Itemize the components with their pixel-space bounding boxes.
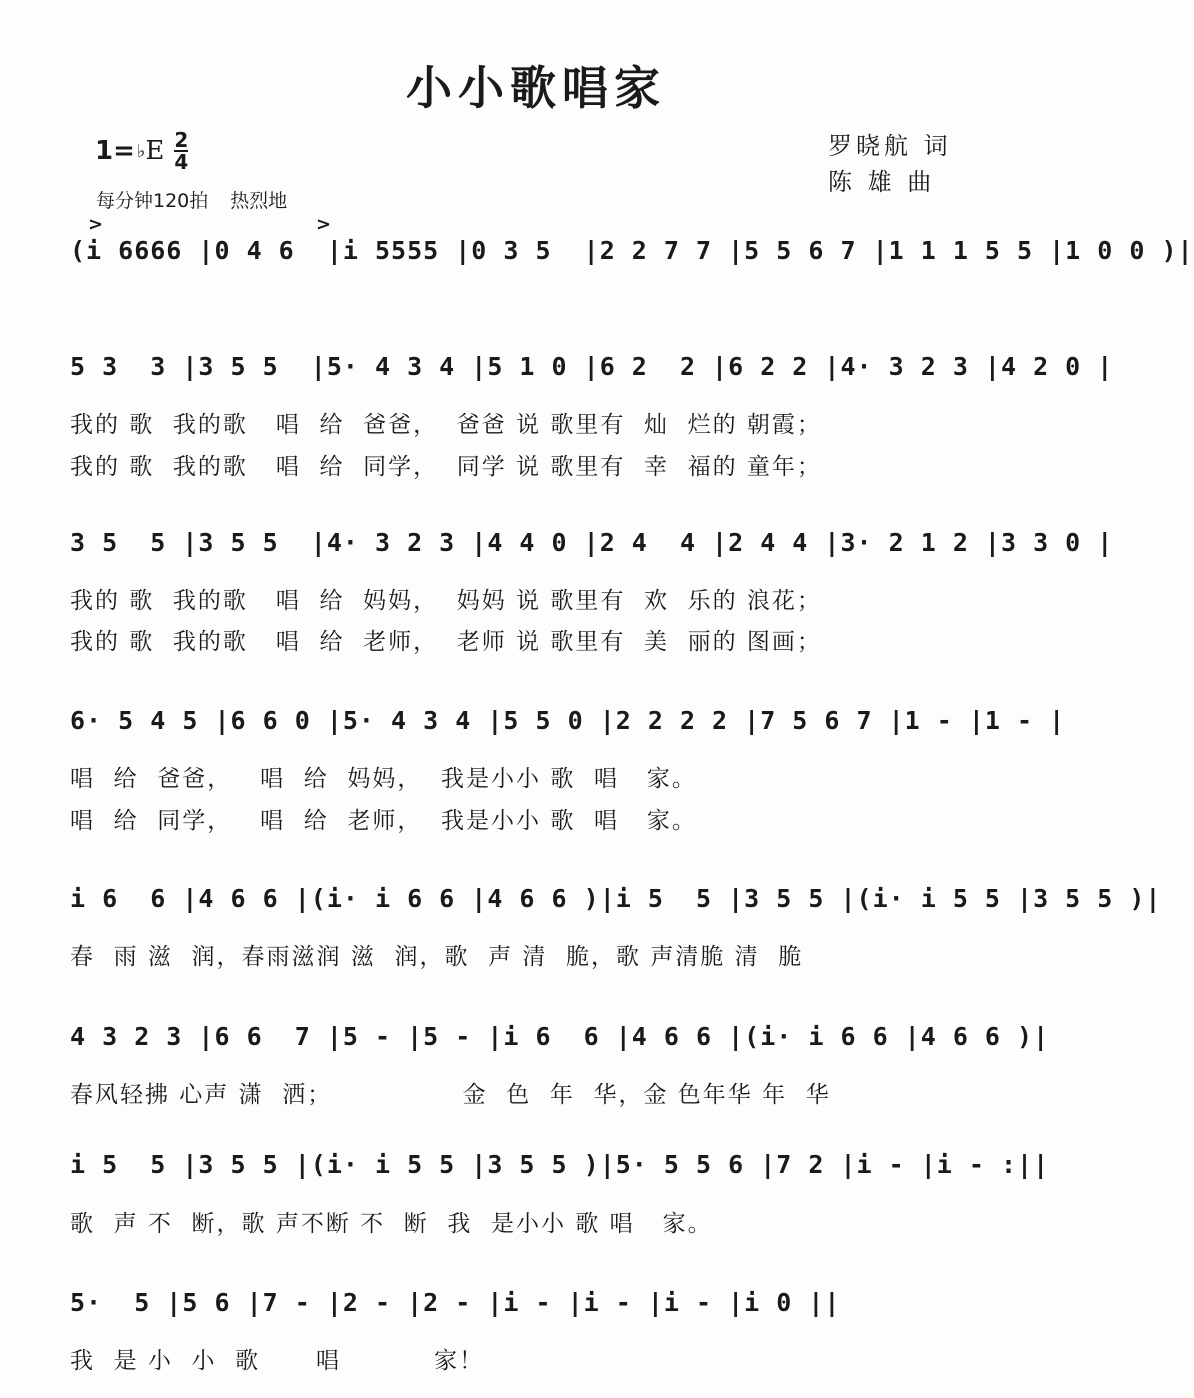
key-note: E	[145, 136, 165, 166]
notation-row: 6· 5 4 5 |6 6 0 |5· 4 3 4 |5 5 0 |2 2 2 2 |7 5 6 7 |1 - |1 - |	[70, 706, 1066, 735]
flat-sign: ♭	[136, 140, 146, 162]
notation-row: i 5 5 |3 5 5 |(i· i 5 5 |3 5 5 )|5· 5 5 6 |7 2 |i - |i - :||	[70, 1150, 1050, 1179]
key-prefix: 1=	[95, 136, 135, 166]
time-signature	[174, 130, 188, 172]
notation-row: i 6 6 |4 6 6 |(i· i 6 6 |4 6 6 )|i 5 5 |3 5 5 |(i· i 5 5 |3 5 5 )|	[70, 884, 1162, 913]
credits	[828, 128, 952, 200]
accent-mark: >	[88, 214, 104, 235]
notation-row: 4 3 2 3 |6 6 7 |5 - |5 - |i 6 6 |4 6 6 |(i· i 6 6 |4 6 6 )|	[70, 1022, 1050, 1051]
notation-row: 3 5 5 |3 5 5 |4· 3 2 3 |4 4 0 |2 4 4 |2 4 4 |3· 2 1 2 |3 3 0 |	[70, 528, 1114, 557]
lyric-line: 我的 歌 我的歌 唱 给 爸爸， 爸爸 说 歌里有 灿 烂的 朝霞；	[70, 412, 822, 438]
notation-row: 5· 5 |5 6 |7 - |2 - |2 - |i - |i - |i - |i 0 ||	[70, 1288, 841, 1317]
notation-row: (i 6666 |0 4 6 |i 5555 |0 3 5 |2 2 7 7 |5 5 6 7 |1 1 1 5 5 |1 0 0 )|	[70, 236, 1194, 265]
lyric-line: 歌 声 不 断，歌 声不断 不 断 我 是小小 歌 唱 家。	[70, 1211, 713, 1237]
lyric-line: 春 雨 滋 润，春雨滋润 滋 润，歌 声 清 脆，歌 声清脆 清 脆	[70, 944, 804, 970]
lyric-line: 我的 歌 我的歌 唱 给 老师， 老师 说 歌里有 美 丽的 图画；	[70, 629, 822, 655]
lyric-line: 唱 给 同学， 唱 给 老师， 我是小小 歌 唱 家。	[70, 808, 697, 834]
score-title: 小小歌唱家	[406, 61, 666, 115]
lyric-line: 唱 给 爸爸， 唱 给 妈妈， 我是小小 歌 唱 家。	[70, 766, 697, 792]
lyric-line: 我 是 小 小 歌 唱 家！	[70, 1348, 485, 1374]
notation-row: 5 3 3 |3 5 5 |5· 4 3 4 |5 1 0 |6 2 2 |6 2 2 |4· 3 2 3 |4 2 0 |	[70, 352, 1114, 381]
key-signature	[95, 130, 188, 172]
time-bottom: 4	[174, 150, 189, 174]
lyric-line: 我的 歌 我的歌 唱 给 妈妈， 妈妈 说 歌里有 欢 乐的 浪花；	[70, 588, 822, 614]
tempo-bpm: 每分钟120拍	[96, 190, 209, 212]
lyricist: 罗晓航 词	[828, 132, 952, 160]
tempo-expression: 热烈地	[230, 190, 288, 212]
lyric-line: 我的 歌 我的歌 唱 给 同学， 同学 说 歌里有 幸 福的 童年；	[70, 454, 822, 480]
accent-mark: >	[316, 214, 332, 235]
lyric-line: 春风轻拂 心声 潇 洒； 金 色 年 华，金 色年华 年 华	[70, 1082, 831, 1108]
composer: 陈 雄 曲	[828, 168, 936, 196]
tempo-marking	[96, 186, 287, 213]
time-top: 2	[174, 128, 189, 152]
